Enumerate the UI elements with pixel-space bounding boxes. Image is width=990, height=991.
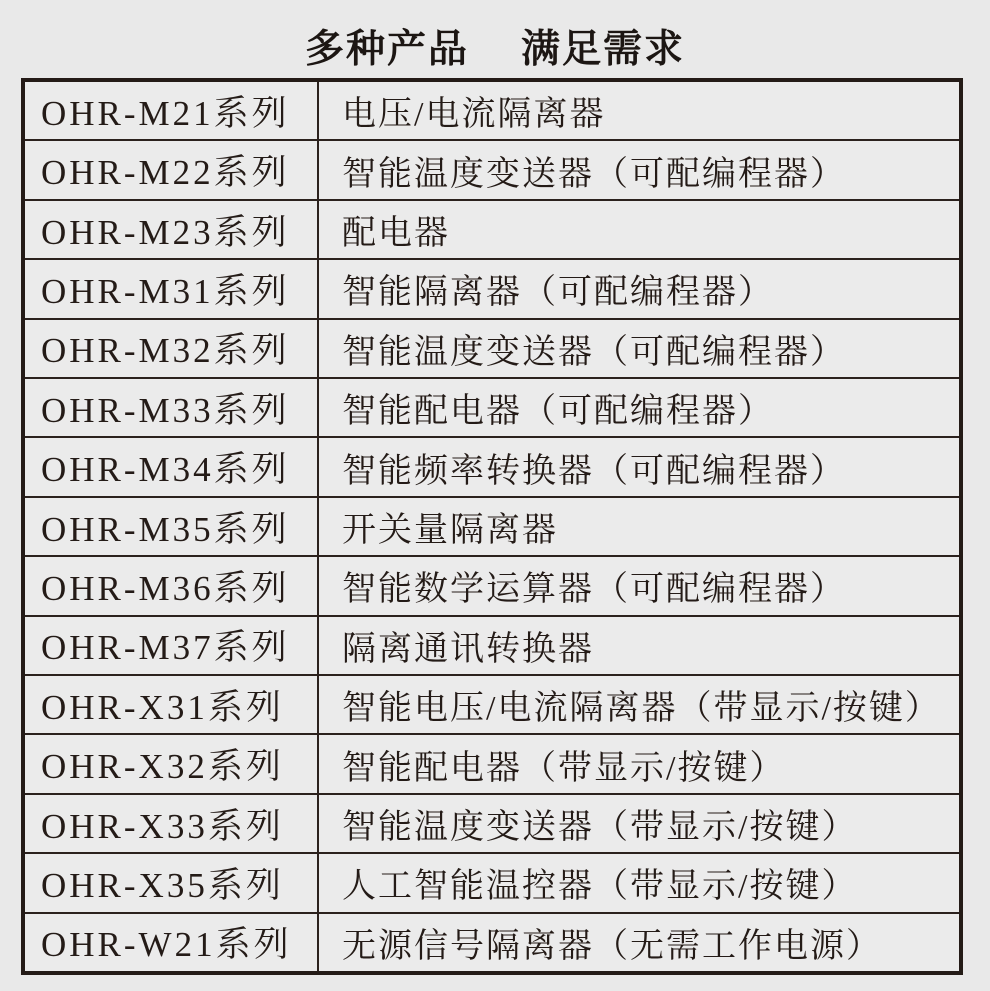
product-cell: 智能温度变送器（可配编程器） bbox=[342, 155, 846, 193]
table-row bbox=[25, 615, 959, 674]
series-cell: OHR-M34系列 bbox=[25, 438, 319, 495]
product-cell: 电压/电流隔离器 bbox=[342, 96, 606, 134]
page-title-right: 满足需求 bbox=[521, 28, 686, 71]
table-row bbox=[25, 82, 959, 139]
product-cell: 人工智能温控器（带显示/按键） bbox=[342, 868, 858, 906]
table-row bbox=[25, 793, 959, 852]
product-cell: 智能数学运算器（可配编程器） bbox=[342, 571, 846, 609]
series-cell: OHR-M23系列 bbox=[25, 201, 319, 258]
series-cell: OHR-M37系列 bbox=[25, 617, 319, 674]
product-cell: 智能温度变送器（可配编程器） bbox=[342, 333, 846, 371]
table-row bbox=[25, 496, 959, 555]
product-table bbox=[21, 78, 963, 975]
table-row bbox=[25, 318, 959, 377]
product-cell: 智能电压/电流隔离器（带显示/按键） bbox=[342, 690, 941, 728]
product-cell: 隔离通讯转换器 bbox=[342, 630, 594, 668]
table-row bbox=[25, 912, 959, 971]
series-cell: OHR-M22系列 bbox=[25, 141, 319, 198]
product-cell: 智能频率转换器（可配编程器） bbox=[342, 452, 846, 490]
series-cell: OHR-M35系列 bbox=[25, 498, 319, 555]
page-title-left: 多种产品 bbox=[304, 28, 469, 71]
series-cell: OHR-M33系列 bbox=[25, 379, 319, 436]
series-cell: OHR-W21系列 bbox=[25, 914, 319, 971]
product-cell: 无源信号隔离器（无需工作电源） bbox=[342, 927, 882, 965]
table-row bbox=[25, 139, 959, 198]
series-cell: OHR-M36系列 bbox=[25, 557, 319, 614]
table-row bbox=[25, 674, 959, 733]
table-row bbox=[25, 377, 959, 436]
series-cell: OHR-X32系列 bbox=[25, 735, 319, 792]
series-cell: OHR-X35系列 bbox=[25, 854, 319, 911]
product-cell: 智能配电器（带显示/按键） bbox=[342, 749, 786, 787]
series-cell: OHR-M21系列 bbox=[25, 82, 319, 139]
product-cell: 开关量隔离器 bbox=[342, 512, 558, 550]
series-cell: OHR-X33系列 bbox=[25, 795, 319, 852]
series-cell: OHR-X31系列 bbox=[25, 676, 319, 733]
page-title bbox=[0, 18, 990, 74]
product-cell: 智能配电器（可配编程器） bbox=[342, 393, 774, 431]
product-cell: 智能温度变送器（带显示/按键） bbox=[342, 809, 858, 847]
product-cell: 智能隔离器（可配编程器） bbox=[342, 274, 774, 312]
table-row bbox=[25, 258, 959, 317]
series-cell: OHR-M32系列 bbox=[25, 320, 319, 377]
table-row bbox=[25, 436, 959, 495]
table-row bbox=[25, 199, 959, 258]
series-cell: OHR-M31系列 bbox=[25, 260, 319, 317]
table-row bbox=[25, 733, 959, 792]
table-row bbox=[25, 852, 959, 911]
product-cell: 配电器 bbox=[342, 215, 450, 253]
table-row bbox=[25, 555, 959, 614]
